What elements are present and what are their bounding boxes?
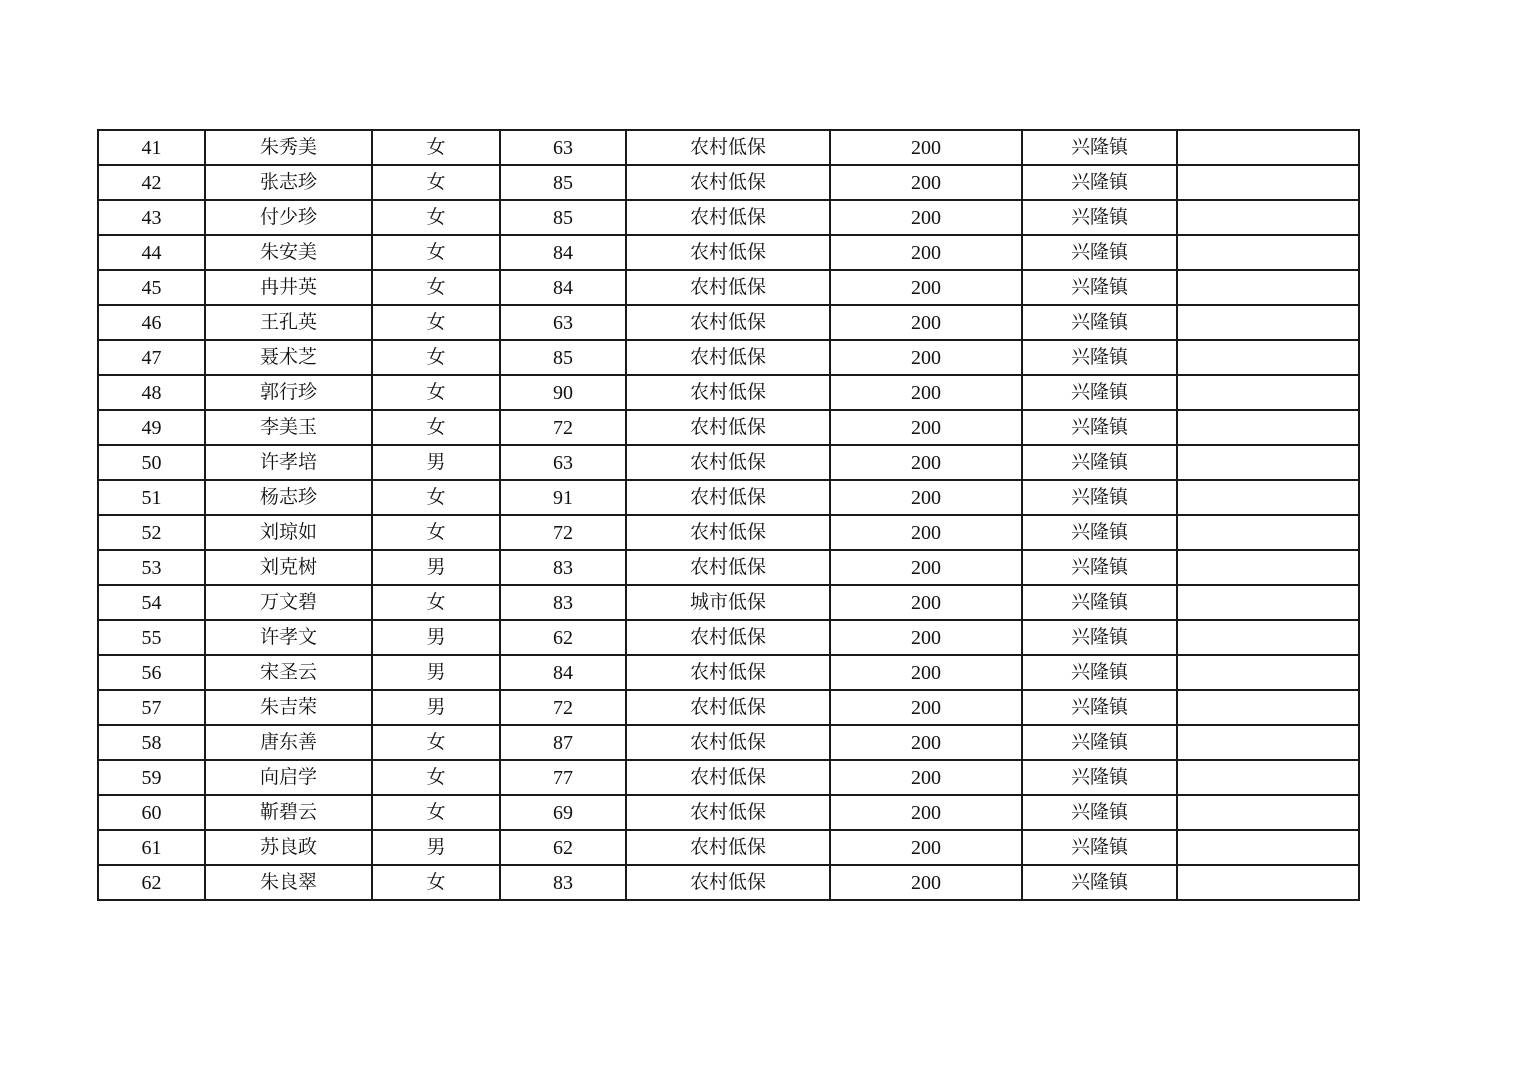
cell-amount: 200 [830, 550, 1022, 585]
cell-category: 农村低保 [626, 865, 830, 900]
cell-amount: 200 [830, 410, 1022, 445]
cell-amount: 200 [830, 165, 1022, 200]
cell-remark [1177, 690, 1359, 725]
cell-town: 兴隆镇 [1022, 550, 1177, 585]
cell-category: 农村低保 [626, 130, 830, 165]
cell-gender: 男 [372, 445, 500, 480]
cell-gender: 女 [372, 410, 500, 445]
table-row [98, 410, 1359, 445]
table-row [98, 200, 1359, 235]
cell-remark [1177, 445, 1359, 480]
cell-name: 宋圣云 [205, 655, 372, 690]
cell-name: 朱良翠 [205, 865, 372, 900]
cell-serial-number: 61 [98, 830, 205, 865]
cell-gender: 女 [372, 865, 500, 900]
cell-age: 85 [500, 200, 626, 235]
cell-amount: 200 [830, 200, 1022, 235]
cell-remark [1177, 270, 1359, 305]
table-row [98, 130, 1359, 165]
cell-age: 77 [500, 760, 626, 795]
cell-serial-number: 42 [98, 165, 205, 200]
cell-serial-number: 47 [98, 340, 205, 375]
cell-age: 62 [500, 620, 626, 655]
cell-serial-number: 59 [98, 760, 205, 795]
cell-amount: 200 [830, 690, 1022, 725]
table-row [98, 760, 1359, 795]
table-row [98, 830, 1359, 865]
cell-remark [1177, 585, 1359, 620]
cell-gender: 女 [372, 200, 500, 235]
cell-name: 向启学 [205, 760, 372, 795]
cell-category: 农村低保 [626, 410, 830, 445]
cell-serial-number: 58 [98, 725, 205, 760]
cell-gender: 女 [372, 235, 500, 270]
table-row [98, 515, 1359, 550]
table-row [98, 305, 1359, 340]
cell-gender: 女 [372, 165, 500, 200]
cell-serial-number: 48 [98, 375, 205, 410]
cell-remark [1177, 655, 1359, 690]
cell-serial-number: 53 [98, 550, 205, 585]
cell-category: 农村低保 [626, 165, 830, 200]
cell-amount: 200 [830, 795, 1022, 830]
cell-serial-number: 43 [98, 200, 205, 235]
cell-category: 农村低保 [626, 760, 830, 795]
cell-gender: 男 [372, 655, 500, 690]
table-row [98, 375, 1359, 410]
cell-remark [1177, 200, 1359, 235]
cell-name: 郭行珍 [205, 375, 372, 410]
cell-name: 杨志珍 [205, 480, 372, 515]
table-row [98, 585, 1359, 620]
cell-gender: 男 [372, 690, 500, 725]
cell-amount: 200 [830, 305, 1022, 340]
cell-age: 69 [500, 795, 626, 830]
cell-age: 72 [500, 690, 626, 725]
cell-category: 农村低保 [626, 340, 830, 375]
table-row [98, 620, 1359, 655]
cell-age: 85 [500, 165, 626, 200]
table-row [98, 865, 1359, 900]
cell-serial-number: 41 [98, 130, 205, 165]
cell-category: 农村低保 [626, 235, 830, 270]
table-row [98, 655, 1359, 690]
cell-town: 兴隆镇 [1022, 235, 1177, 270]
cell-town: 兴隆镇 [1022, 760, 1177, 795]
cell-serial-number: 60 [98, 795, 205, 830]
cell-age: 83 [500, 585, 626, 620]
table-row [98, 235, 1359, 270]
cell-age: 84 [500, 235, 626, 270]
table-row [98, 340, 1359, 375]
cell-serial-number: 51 [98, 480, 205, 515]
cell-town: 兴隆镇 [1022, 340, 1177, 375]
cell-remark [1177, 410, 1359, 445]
cell-gender: 女 [372, 795, 500, 830]
cell-category: 农村低保 [626, 480, 830, 515]
cell-category: 农村低保 [626, 725, 830, 760]
cell-name: 冉井英 [205, 270, 372, 305]
cell-serial-number: 62 [98, 865, 205, 900]
cell-amount: 200 [830, 270, 1022, 305]
cell-category: 农村低保 [626, 830, 830, 865]
cell-remark [1177, 515, 1359, 550]
cell-category: 农村低保 [626, 270, 830, 305]
cell-gender: 男 [372, 620, 500, 655]
cell-amount: 200 [830, 130, 1022, 165]
cell-amount: 200 [830, 830, 1022, 865]
cell-amount: 200 [830, 620, 1022, 655]
cell-town: 兴隆镇 [1022, 830, 1177, 865]
recipient-table [97, 129, 1360, 901]
cell-town: 兴隆镇 [1022, 445, 1177, 480]
cell-amount: 200 [830, 865, 1022, 900]
cell-town: 兴隆镇 [1022, 620, 1177, 655]
table-row [98, 480, 1359, 515]
cell-serial-number: 57 [98, 690, 205, 725]
cell-gender: 女 [372, 340, 500, 375]
cell-name: 聂术芝 [205, 340, 372, 375]
cell-gender: 女 [372, 480, 500, 515]
cell-category: 农村低保 [626, 550, 830, 585]
cell-age: 83 [500, 550, 626, 585]
cell-age: 84 [500, 655, 626, 690]
cell-age: 90 [500, 375, 626, 410]
cell-town: 兴隆镇 [1022, 655, 1177, 690]
cell-town: 兴隆镇 [1022, 200, 1177, 235]
cell-category: 农村低保 [626, 200, 830, 235]
cell-amount: 200 [830, 340, 1022, 375]
cell-remark [1177, 375, 1359, 410]
cell-serial-number: 50 [98, 445, 205, 480]
cell-name: 许孝培 [205, 445, 372, 480]
cell-remark [1177, 620, 1359, 655]
cell-amount: 200 [830, 375, 1022, 410]
cell-age: 83 [500, 865, 626, 900]
table-row [98, 165, 1359, 200]
table-row [98, 270, 1359, 305]
cell-town: 兴隆镇 [1022, 410, 1177, 445]
table-row [98, 445, 1359, 480]
cell-name: 朱吉荣 [205, 690, 372, 725]
cell-serial-number: 46 [98, 305, 205, 340]
cell-name: 朱安美 [205, 235, 372, 270]
cell-gender: 女 [372, 130, 500, 165]
cell-name: 付少珍 [205, 200, 372, 235]
cell-remark [1177, 795, 1359, 830]
cell-town: 兴隆镇 [1022, 690, 1177, 725]
cell-remark [1177, 760, 1359, 795]
cell-remark [1177, 340, 1359, 375]
cell-gender: 女 [372, 305, 500, 340]
cell-serial-number: 52 [98, 515, 205, 550]
cell-name: 靳碧云 [205, 795, 372, 830]
cell-gender: 女 [372, 725, 500, 760]
cell-gender: 女 [372, 515, 500, 550]
cell-gender: 男 [372, 830, 500, 865]
cell-age: 85 [500, 340, 626, 375]
cell-town: 兴隆镇 [1022, 585, 1177, 620]
cell-remark [1177, 305, 1359, 340]
cell-town: 兴隆镇 [1022, 130, 1177, 165]
cell-amount: 200 [830, 760, 1022, 795]
cell-category: 农村低保 [626, 690, 830, 725]
cell-remark [1177, 550, 1359, 585]
cell-category: 农村低保 [626, 655, 830, 690]
cell-category: 城市低保 [626, 585, 830, 620]
cell-gender: 女 [372, 270, 500, 305]
cell-name: 许孝文 [205, 620, 372, 655]
cell-name: 苏良政 [205, 830, 372, 865]
cell-town: 兴隆镇 [1022, 795, 1177, 830]
cell-age: 63 [500, 130, 626, 165]
cell-age: 87 [500, 725, 626, 760]
cell-remark [1177, 480, 1359, 515]
cell-town: 兴隆镇 [1022, 725, 1177, 760]
cell-gender: 女 [372, 760, 500, 795]
cell-serial-number: 49 [98, 410, 205, 445]
cell-name: 张志珍 [205, 165, 372, 200]
cell-name: 王孔英 [205, 305, 372, 340]
cell-remark [1177, 235, 1359, 270]
cell-amount: 200 [830, 655, 1022, 690]
cell-amount: 200 [830, 445, 1022, 480]
cell-name: 唐东善 [205, 725, 372, 760]
cell-name: 李美玉 [205, 410, 372, 445]
cell-gender: 女 [372, 375, 500, 410]
cell-category: 农村低保 [626, 620, 830, 655]
cell-serial-number: 54 [98, 585, 205, 620]
cell-gender: 女 [372, 585, 500, 620]
cell-amount: 200 [830, 480, 1022, 515]
cell-name: 朱秀美 [205, 130, 372, 165]
cell-town: 兴隆镇 [1022, 305, 1177, 340]
cell-amount: 200 [830, 235, 1022, 270]
cell-category: 农村低保 [626, 305, 830, 340]
cell-serial-number: 44 [98, 235, 205, 270]
cell-serial-number: 45 [98, 270, 205, 305]
cell-category: 农村低保 [626, 795, 830, 830]
cell-remark [1177, 830, 1359, 865]
cell-amount: 200 [830, 725, 1022, 760]
cell-age: 91 [500, 480, 626, 515]
cell-town: 兴隆镇 [1022, 515, 1177, 550]
cell-category: 农村低保 [626, 515, 830, 550]
table-row [98, 550, 1359, 585]
cell-remark [1177, 165, 1359, 200]
cell-town: 兴隆镇 [1022, 165, 1177, 200]
cell-name: 刘琼如 [205, 515, 372, 550]
cell-serial-number: 56 [98, 655, 205, 690]
cell-age: 63 [500, 445, 626, 480]
table-body [98, 130, 1359, 900]
cell-town: 兴隆镇 [1022, 865, 1177, 900]
cell-age: 72 [500, 515, 626, 550]
cell-amount: 200 [830, 515, 1022, 550]
cell-remark [1177, 725, 1359, 760]
cell-amount: 200 [830, 585, 1022, 620]
cell-remark [1177, 865, 1359, 900]
cell-serial-number: 55 [98, 620, 205, 655]
cell-remark [1177, 130, 1359, 165]
cell-age: 72 [500, 410, 626, 445]
cell-town: 兴隆镇 [1022, 480, 1177, 515]
cell-name: 刘克树 [205, 550, 372, 585]
table-row [98, 690, 1359, 725]
table-row [98, 795, 1359, 830]
cell-age: 63 [500, 305, 626, 340]
cell-age: 84 [500, 270, 626, 305]
cell-category: 农村低保 [626, 445, 830, 480]
cell-gender: 男 [372, 550, 500, 585]
cell-name: 万文碧 [205, 585, 372, 620]
cell-town: 兴隆镇 [1022, 375, 1177, 410]
cell-age: 62 [500, 830, 626, 865]
cell-category: 农村低保 [626, 375, 830, 410]
table-row [98, 725, 1359, 760]
cell-town: 兴隆镇 [1022, 270, 1177, 305]
